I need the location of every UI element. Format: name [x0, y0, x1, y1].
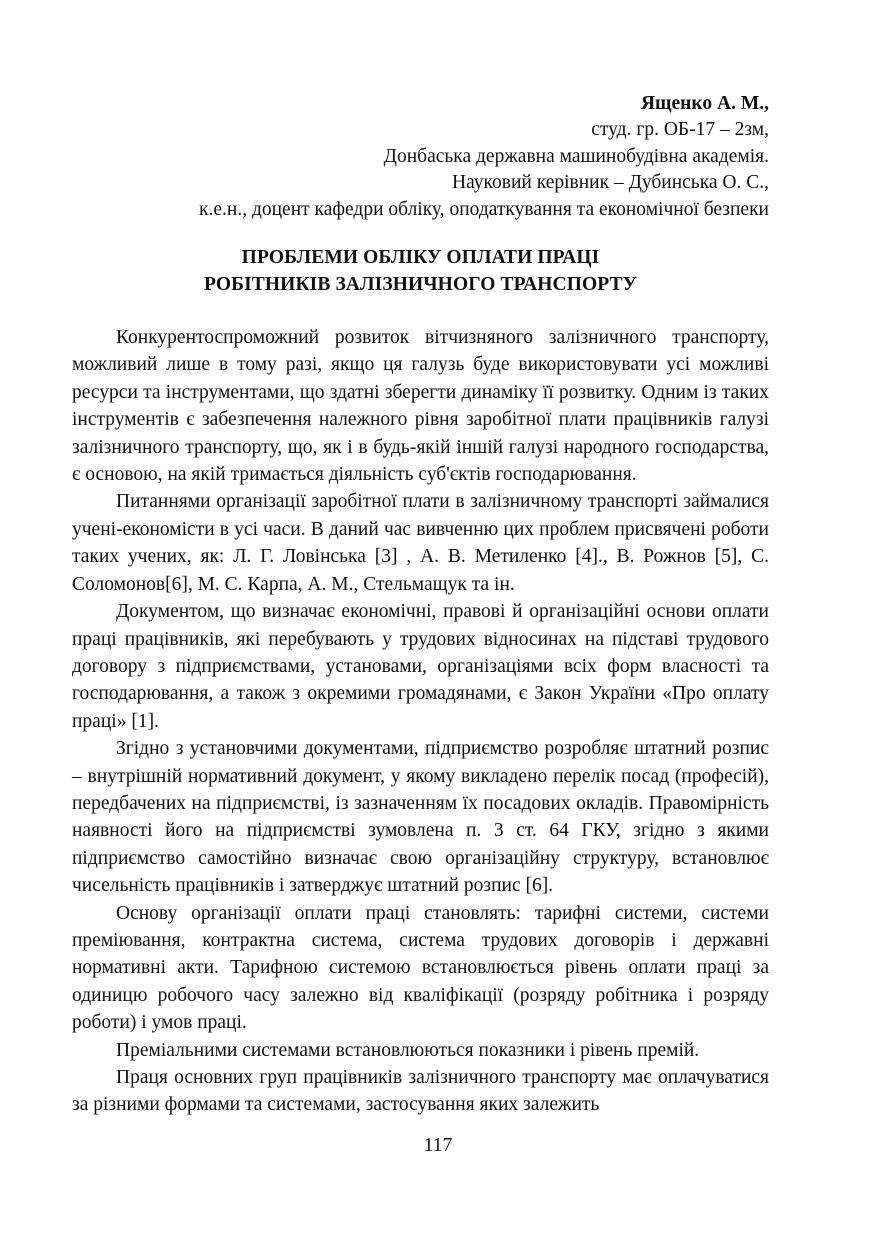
author-name: Ященко А. М.,: [640, 93, 769, 114]
author-block: [72, 91, 769, 223]
paragraph: Праця основних груп працівників залізничного транспорту має оплачуватися за різними формами та системами, застосування яких залежить: [72, 1067, 769, 1116]
page-number: 117: [423, 1135, 453, 1156]
paragraph: Документом, що визначає економічні, правові й організаційні основи оплати праці працівників, які перебувають у трудових відносинах на підставі трудового договору з підприємствами, установами, організаціями всіх форм власності та господарювання, а також з окремими громадянами, є Закон України «Про оплату праці» [1].: [72, 601, 769, 732]
title-line-1: ПРОБЛЕМИ ОБЛІКУ ОПЛАТИ ПРАЦІ: [241, 247, 600, 269]
title-line-2: РОБІТНИКІВ ЗАЛІЗНИЧНОГО ТРАНСПОРТУ: [203, 274, 638, 296]
paper-title: [72, 244, 769, 298]
paper-page: [72, 91, 769, 1119]
student-group: студ. гр. ОБ-17 – 2зм,: [591, 119, 769, 141]
paragraph: Преміальними системами встановлюються показники і рівень премій.: [116, 1039, 700, 1061]
paragraph: Питаннями організації заробітної плати в залізничному транспорті займалися учені-економісти в усі часи. В даний час вивченню цих проблем присвячені роботи таких учених, як: Л. Г. Ловінська [3] , А. В. Метиленко [4]., В. Рожнов [5], С. Соломонов[6], М. С. Карпа, А. М., Стельмащук та ін.: [72, 491, 769, 595]
paragraph: Згідно з установчими документами, підприємство розробляє штатний розпис – внутрішній нормативний документ, у якому викладено перелік посад (професій), передбачених на підприємстві, із зазначенням їх посадових окладів. Правомірність наявності його на підприємстві зумовлена п. 3 ст. 64 ГКУ, згідно з якими підприємство самостійно визначає свою організаційну структуру, встановлює чисельність працівників і затверджує штатний розпис [6].: [72, 738, 769, 897]
academy-name: Донбаська державна машинобудівна академія.: [383, 145, 769, 167]
paragraph: Основу організації оплати праці становлять: тарифні системи, системи преміювання, контрактна система, система трудових договорів і державні нормативні акти. Тарифною системою встановлюється рівень оплати праці за одиницю робочого часу залежно від кваліфікації (розряду робітника і розряду роботи) і умов праці.: [72, 902, 769, 1034]
supervisor: Науковий керівник – Дубинська О. С.,: [452, 172, 769, 194]
supervisor-position: к.е.н., доцент кафедри обліку, оподаткування та економічної безпеки: [199, 198, 769, 220]
paragraph: Конкурентоспроможний розвиток вітчизняного залізничного транспорту, можливий лише в тому разі, якщо ця галузь буде використовувати усі можливі ресурси та інструментами, що здатні зберегти динаміку її розвитку. Одним із таких інструментів є забезпечення належного рівня заробітної плати працівників галузі залізничного транспорту, що, як і в будь-якій іншій галузі народного господарства, є основою, на якій тримається діяльність суб'єктів господарювання.: [72, 327, 769, 486]
paper-body: [72, 324, 769, 1119]
